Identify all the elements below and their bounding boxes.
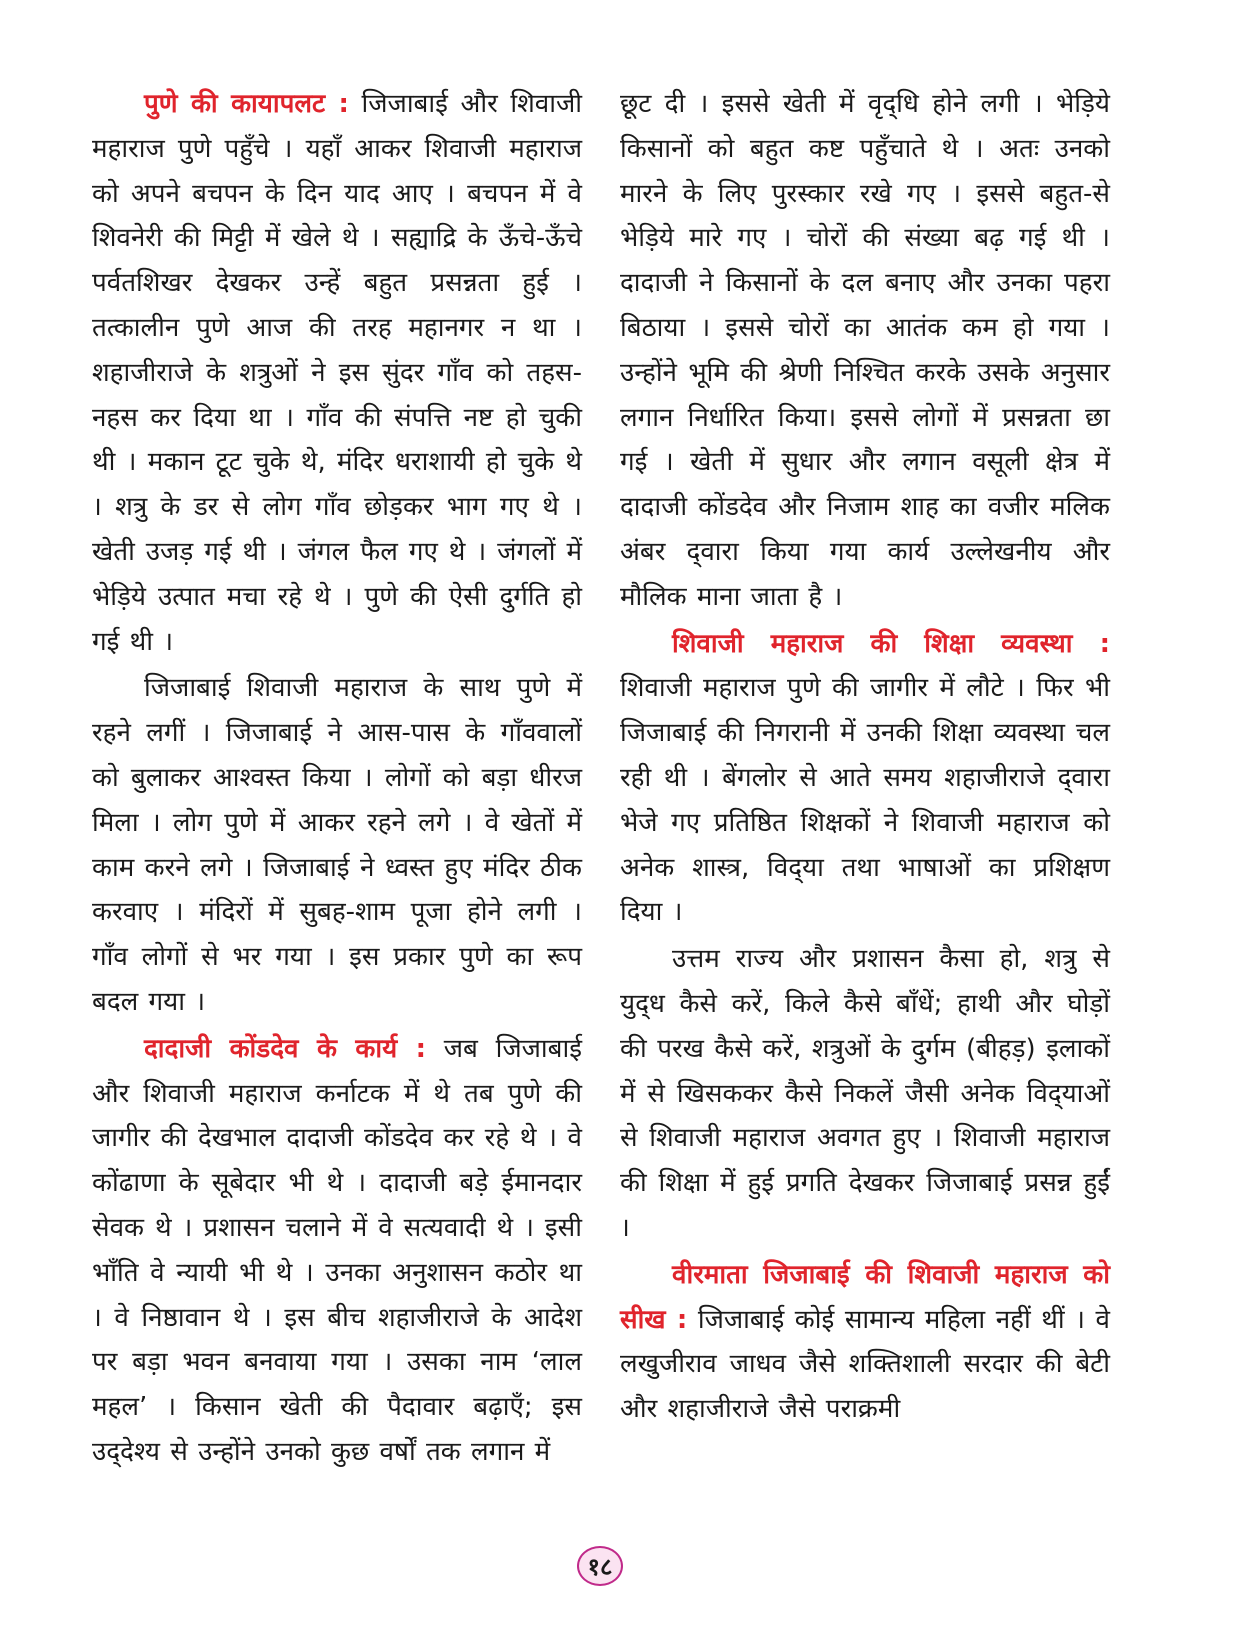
paragraph-text: शिवाजी महाराज पुणे की जागीर में लौटे । फिर भी जिजाबाई की निगरानी में उनकी शिक्षा व्यवस्था चल रही थी । बेंगलोर से आते समय शहाजीराजे द्‌वारा भेजे गए प्रतिष्ठित शिक्षकों ने शिवाजी महाराज को अनेक शास्त्र, विद्‌या तथा भाषाओं का प्रशिक्षण दिया ।	[620, 673, 1110, 928]
paragraph-skills-learned	[620, 937, 1110, 1251]
paragraph-text: जिजाबाई शिवाजी महाराज के साथ पुणे में रहने लगीं । जिजाबाई ने आस-पास के गाँववालों को बुलाकर आश्वस्त किया । लोगों को बड़ा धीरज मिला । लोग पुणे में आकर रहने लगे । वे खेतों में काम करने लगे । जिजाबाई ने ध्वस्त हुए मंदिर ठीक करवाए । मंदिरों में सुबह-शाम पूजा होने लगी । गाँव लोगों से भर गया । इस प्रकार पुणे का रूप बदल गया ।	[92, 673, 582, 1017]
heading-pune-transformation: पुणे की कायापलट :	[144, 89, 349, 119]
paragraph-text: उत्तम राज्य और प्रशासन कैसा हो, शत्रु से युद्‌ध कैसे करें, किले कैसे बाँधें; हाथी और घोड़ों की परख कैसे करें, शत्रुओं के दुर्गम (बीहड़) इलाकों में से खिसककर कैसे निकलें जैसी अनेक विद्‌याओं से शिवाजी महाराज अवगत हुए । शिवाजी महाराज की शिक्षा में हुई प्रगति देखकर जिजाबाई प्रसन्न हुईं ।	[620, 944, 1110, 1243]
paragraph-dadaji-works	[92, 1027, 582, 1475]
paragraph-text: छूट दी । इससे खेती में वृद्‌धि होने लगी । भेड़िये किसानों को बहुत कष्ट पहुँचाते थे । अतः उनको मारने के लिए पुरस्कार रखे गए । इससे बहुत-से भेड़िये मारे गए । चोरों की संख्या बढ़ गई थी । दादाजी ने किसानों के दल बनाए और उनका पहरा बिठाया । इससे चोरों का आतंक कम हो गया । उन्होंने भूमि की श्रेणी निश्चित करके उसके अनुसार लगान निर्धारित किया। इससे लोगों में प्रसन्नता छा गई । खेती में सुधार और लगान वसूली क्षेत्र में दादाजी कोंडदेव और निजाम शाह का वजीर मलिक अंबर द्‌वारा किया गया कार्य उल्लेखनीय और मौलिक माना जाता है ।	[620, 89, 1110, 612]
heading-education-system: शिवाजी महाराज की शिक्षा व्यवस्था :	[672, 628, 1110, 659]
paragraph-text: जिजाबाई और शिवाजी महाराज पुणे पहुँचे । यहाँ आकर शिवाजी महाराज को अपने बचपन के दिन याद आए । बचपन में वे शिवनेरी की मिट्टी में खेले थे । सह्याद्रि के ऊँचे-ऊँचे पर्वतशिखर देखकर उन्हें बहुत प्रसन्नता हुई । तत्कालीन पुणे आज की तरह महानगर न था । शहाजीराजे के शत्रुओं ने इस सुंदर गाँव को तहस-नहस कर दिया था । गाँव की संपत्ति नष्ट हो चुकी थी । मकान टूट चुके थे, मंदिर धराशायी हो चुके थे । शत्रु के डर से लोग गाँव छोड़कर भाग गए थे । खेती उजड़ गई थी । जंगल फैल गए थे । जंगलों में भेड़िये उत्पात मचा रहे थे । पुणे की ऐसी दुर्गति हो गई थी ।	[92, 89, 582, 657]
left-column	[92, 82, 582, 1475]
paragraph-continued	[620, 82, 1110, 620]
paragraph-education-system	[620, 622, 1110, 936]
page-number: १८	[577, 1546, 623, 1586]
paragraph-text: जिजाबाई कोई सामान्य महिला नहीं थीं । वे लखुजीराव जाधव जैसे शक्तिशाली सरदार की बेटी और शहाजीराजे जैसे पराक्रमी	[620, 1304, 1110, 1425]
paragraph-pune-transformation	[92, 82, 582, 664]
heading-dadaji-works: दादाजी कोंडदेव के कार्य :	[144, 1033, 427, 1064]
heading-jijabai-advice: वीरमाता जिजाबाई की शिवाजी महाराज को सीख :	[620, 1259, 1110, 1335]
paragraph-jijabai-advice	[620, 1253, 1110, 1432]
paragraph-text: जब जिजाबाई और शिवाजी महाराज कर्नाटक में थे तब पुणे की जागीर की देखभाल दादाजी कोंडदेव कर रहे थे । वे कोंढाणा के सूबेदार भी थे । दादाजी बड़े ईमानदार सेवक थे । प्रशासन चलाने में वे सत्यवादी थे । इसी भाँति वे न्यायी भी थे । उनका अनुशासन कठोर था । वे निष्ठावान थे । इस बीच शहाजीराजे के आदेश पर बड़ा भवन बनवाया गया । उसका नाम ‘लाल महल’ । किसान खेती की पैदावार बढ़ाएँ; इस उद्‌देश्य से उन्होंने उनको कुछ वर्षों तक लगान में	[92, 1033, 582, 1467]
right-column	[620, 82, 1110, 1432]
paragraph-jijabai-in-pune	[92, 666, 582, 1024]
